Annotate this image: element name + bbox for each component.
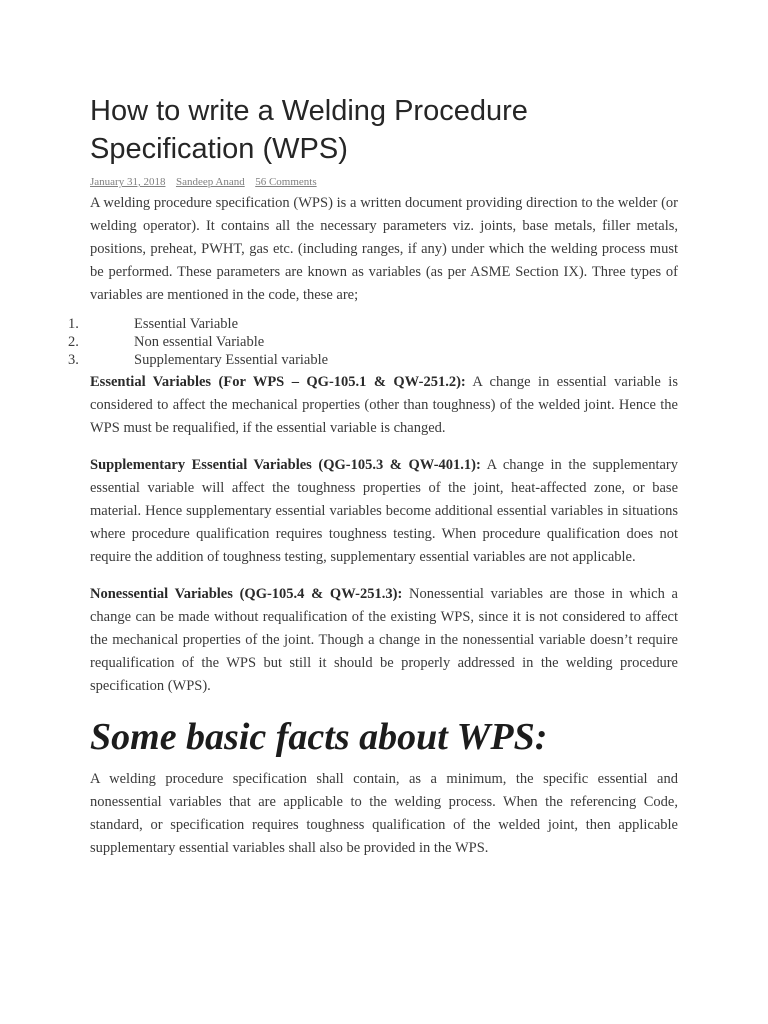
- nonessential-variables-heading: Nonessential Variables (QG-105.4 & QW-251.3):: [90, 586, 403, 602]
- list-number: 2.: [68, 334, 79, 350]
- nonessential-variables-text: Nonessential variables are those in which a change can be made without requalification of the existing WPS, since it is not considered to affect the mechanical properties of the joint. Though a change in the nonessential variable doesn’t require requalification of the WPS but still it should be properly addressed in the welding procedure specification (WPS).: [90, 586, 678, 694]
- intro-paragraph: A welding procedure specification (WPS) is a written document providing direction to the welder (or welding operator). It contains all the necessary parameters viz. joints, base metals, filler metals, positions, preheat, PWHT, gas etc. (including ranges, if any) under which the welding process must be performed. These parameters are known as variables (as per ASME Section IX). Three types of variables are mentioned in the code, these are;: [90, 195, 678, 303]
- supplementary-variables-heading: Supplementary Essential Variables (QG-105.3 & QW-401.1):: [90, 457, 481, 473]
- comments-link[interactable]: 56 Comments: [255, 176, 317, 188]
- list-item: [68, 351, 678, 369]
- essential-variables-heading: Essential Variables (For WPS – QG-105.1 & QW-251.2):: [90, 374, 466, 390]
- essential-variables-paragraph: [90, 371, 678, 440]
- list-item: [68, 333, 678, 351]
- list-number: 3.: [68, 352, 79, 368]
- variable-types-list: [68, 315, 678, 369]
- basic-facts-heading: Some basic facts about WPS:: [90, 716, 548, 758]
- list-label: Essential Variable: [134, 316, 239, 332]
- essential-variables-text: A change in essential variable is considered to affect the mechanical properties (other than toughness) of the welded joint. Hence the WPS must be requalified, if the essential variable is changed.: [90, 374, 678, 436]
- author-link[interactable]: Sandeep Anand: [175, 176, 245, 188]
- supplementary-variables-paragraph: [90, 454, 678, 569]
- list-label: Supplementary Essential variable: [134, 352, 329, 368]
- list-label: Non essential Variable: [134, 334, 265, 350]
- article-meta: [90, 176, 678, 189]
- article-title: How to write a Welding Procedure Specification (WPS): [90, 95, 528, 165]
- nonessential-variables-paragraph: [90, 583, 678, 698]
- list-item: [68, 315, 678, 333]
- basic-facts-paragraph: A welding procedure specification shall contain, as a minimum, the specific essential and nonessential variables that are applicable to the welding process. When the referencing Code, standard, or specification requires toughness qualification of the welded joint, then applicable supplementary essential variables shall also be provided in the WPS.: [90, 771, 678, 856]
- supplementary-variables-text: A change in the supplementary essential variable will affect the toughness properties of the joint, heat-affected zone, or base material. Hence supplementary essential variables become additional essential variables in situations where procedure qualification requires toughness testing. When procedure qualification does not require the addition of toughness testing, supplementary essential variables are not applicable.: [90, 457, 678, 565]
- post-date-link[interactable]: January 31, 2018: [90, 176, 166, 188]
- list-number: 1.: [68, 316, 79, 332]
